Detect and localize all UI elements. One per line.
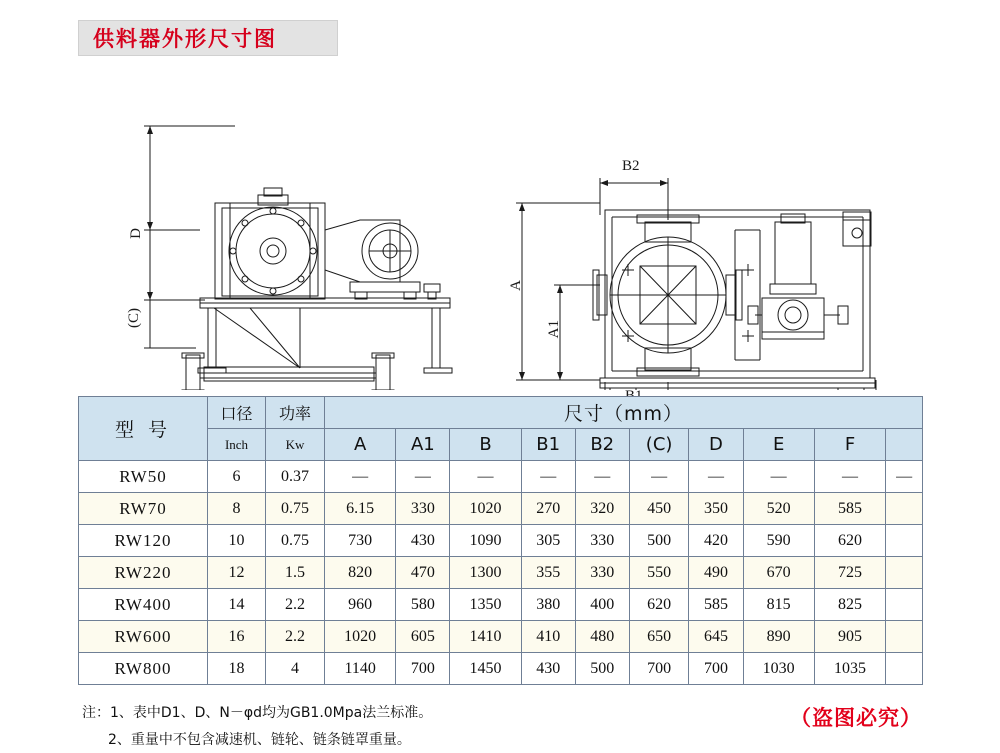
cell-A: 960 [325,589,396,621]
copyright-stamp: （盗图必究） [790,706,922,730]
cell-power: 0.37 [266,461,325,493]
cell-B1: 380 [521,589,575,621]
header-col-C: (C) [629,429,689,461]
cell-A1: — [396,461,450,493]
table-head [79,397,923,461]
cell-F: — [814,461,885,493]
note-line-2: 2、重量中不包含减速机、链轮、链条链罩重量。 [108,731,411,748]
header-bore [208,397,266,429]
cell-B2: 500 [575,653,629,685]
cell-model: RW600 [79,621,208,653]
cell-D: 700 [689,653,743,685]
dim-label-A1: A1 [546,320,562,339]
cell-B: 1090 [450,525,521,557]
cell-B: 1350 [450,589,521,621]
cell-C: 700 [629,653,689,685]
cell-D: 350 [689,493,743,525]
cell-bore: 10 [208,525,266,557]
header-col-E: E [743,429,814,461]
cell-extra: — [886,461,923,493]
cell-A: 820 [325,557,396,589]
cell-power: 0.75 [266,525,325,557]
cell-bore: 8 [208,493,266,525]
header-col-F: F [814,429,885,461]
cell-bore: 12 [208,557,266,589]
cell-D: 585 [689,589,743,621]
cell-extra [886,653,923,685]
table-body [79,461,923,685]
cell-F: 620 [814,525,885,557]
cell-E: 890 [743,621,814,653]
cell-C: 550 [629,557,689,589]
cell-C: 620 [629,589,689,621]
cell-B1: 410 [521,621,575,653]
header-power-text: 功率 [278,406,311,423]
cell-B1: — [521,461,575,493]
cell-E: 1030 [743,653,814,685]
cell-model: RW50 [79,461,208,493]
cell-extra [886,621,923,653]
cell-power: 2.2 [266,621,325,653]
cell-B: 1020 [450,493,521,525]
table-row [79,557,923,589]
header-model: 型 号 [79,397,208,461]
cell-D: 645 [689,621,743,653]
table-row [79,525,923,557]
cell-model: RW400 [79,589,208,621]
cell-C: 500 [629,525,689,557]
cell-B2: 320 [575,493,629,525]
note-line-1: 注：1、表中D1、D、N－φd均为GB1.0Mpa法兰标准。 [82,705,433,721]
cell-F: 1035 [814,653,885,685]
dim-label-C: (C) [126,308,142,328]
cell-F: 725 [814,557,885,589]
cell-B: 1450 [450,653,521,685]
drawing-svg [0,70,1000,390]
cell-model: RW70 [79,493,208,525]
cell-power: 4 [266,653,325,685]
cell-C: 650 [629,621,689,653]
cell-model: RW220 [79,557,208,589]
cell-D: 490 [689,557,743,589]
cell-power: 1.5 [266,557,325,589]
technical-drawing [0,70,1000,390]
table-head-row [79,397,923,429]
cell-A1: 580 [396,589,450,621]
cell-D: 420 [689,525,743,557]
cell-extra [886,493,923,525]
cell-C: 450 [629,493,689,525]
cell-B: — [450,461,521,493]
cell-F: 585 [814,493,885,525]
cell-model: RW120 [79,525,208,557]
cell-B2: 400 [575,589,629,621]
page-title: 供料器外形尺寸图 [93,27,277,51]
header-col-B1: B1 [521,429,575,461]
cell-A1: 330 [396,493,450,525]
cell-bore: 6 [208,461,266,493]
header-col-A1: A1 [396,429,450,461]
cell-B1: 355 [521,557,575,589]
table-row [79,493,923,525]
cell-B2: 330 [575,557,629,589]
header-power-unit: Kw [266,429,325,461]
cell-B1: 305 [521,525,575,557]
cell-A: 6.15 [325,493,396,525]
cell-B1: 270 [521,493,575,525]
header-bore-text: 口径 [220,406,253,423]
header-bore-unit: Inch [208,429,266,461]
cell-bore: 18 [208,653,266,685]
spec-table-wrap [78,396,923,685]
cell-E: — [743,461,814,493]
cell-C: — [629,461,689,493]
dim-label-A: A [508,280,524,291]
table-row [79,621,923,653]
cell-A: 1140 [325,653,396,685]
table-row [79,653,923,685]
cell-bore: 16 [208,621,266,653]
cell-A1: 700 [396,653,450,685]
cell-B: 1410 [450,621,521,653]
table-row [79,461,923,493]
cell-D: — [689,461,743,493]
dim-label-B2: B2 [622,158,640,174]
cell-A: — [325,461,396,493]
cell-E: 670 [743,557,814,589]
cell-B1: 430 [521,653,575,685]
header-col-extra [886,429,923,461]
specification-table [78,396,923,685]
cell-B2: 480 [575,621,629,653]
cell-extra [886,589,923,621]
cell-B2: — [575,461,629,493]
header-col-D: D [689,429,743,461]
cell-F: 905 [814,621,885,653]
header-col-A: A [325,429,396,461]
cell-A1: 470 [396,557,450,589]
cell-F: 825 [814,589,885,621]
cell-B: 1300 [450,557,521,589]
table-row [79,589,923,621]
page-title-bar [78,20,338,56]
cell-E: 590 [743,525,814,557]
cell-model: RW800 [79,653,208,685]
cell-A1: 430 [396,525,450,557]
cell-A: 1020 [325,621,396,653]
dim-label-D: D [128,228,144,239]
header-col-B2: B2 [575,429,629,461]
cell-power: 2.2 [266,589,325,621]
cell-E: 520 [743,493,814,525]
cell-A: 730 [325,525,396,557]
cell-A1: 605 [396,621,450,653]
notes-block [82,700,432,753]
header-col-B: B [450,429,521,461]
cell-extra [886,525,923,557]
header-dimensions: 尺寸（mm） [325,397,923,429]
cell-extra [886,557,923,589]
cell-E: 815 [743,589,814,621]
header-power [266,397,325,429]
cell-B2: 330 [575,525,629,557]
cell-bore: 14 [208,589,266,621]
cell-power: 0.75 [266,493,325,525]
